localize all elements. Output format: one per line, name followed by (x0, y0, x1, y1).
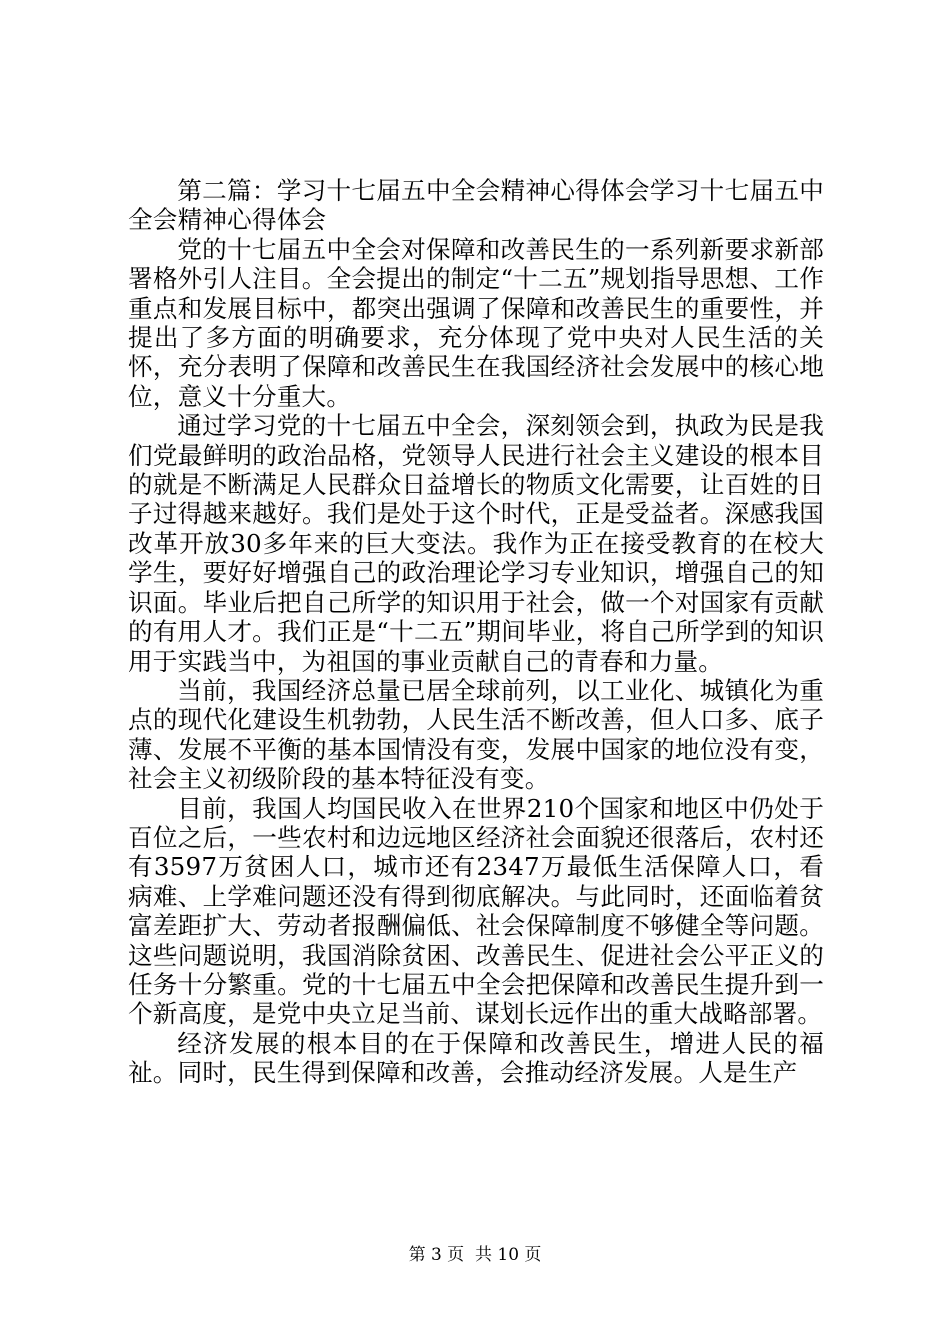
paragraph: 党的十七届五中全会对保障和改善民生的一系列新要求新部署格外引人注目。全会提出的制定“十二五”规划指导思想、工作重点和发展目标中，都突出强调了保障和改善民生的重要性，并提出了多方面的明确要求，充分体现了党中央对人民生活的关怀，充分表明了保障和改善民生在我国经济社会发展中的核心地位，意义十分重大。 (128, 234, 824, 411)
page-number-footer: 第 3 页 共 10 页 (408, 1245, 542, 1265)
section-heading: 第二篇：学习十七届五中全会精神心得体会学习十七届五中全会精神心得体会 (128, 176, 824, 235)
paragraph: 当前，我国经济总量已居全球前列，以工业化、城镇化为重点的现代化建设生机勃勃，人民生活不断改善，但人口多、底子薄、发展不平衡的基本国情没有变，发展中国家的地位没有变，社会主义初级阶段的基本特征没有变。 (128, 675, 824, 794)
paragraph: 目前，我国人均国民收入在世界210个国家和地区中仍处于百位之后，一些农村和边远地区经济社会面貌还很落后，农村还有3597万贫困人口，城市还有2347万最低生活保障人口，看病难、上学难问题还没有得到彻底解决。与此同时，还面临着贫富差距扩大、劳动者报酬偏低、社会保障制度不够健全等问题。这些问题说明，我国消除贫困、改善民生、促进社会公平正义的任务十分繁重。党的十七届五中全会把保障和改善民生提升到一个新高度，是党中央立足当前、谋划长远作出的重大战略部署。 (128, 793, 824, 1029)
document-body (128, 176, 824, 1088)
paragraph: 通过学习党的十七届五中全会，深刻领会到，执政为民是我们党最鲜明的政治品格，党领导人民进行社会主义建设的根本目的就是不断满足人民群众日益增长的物质文化需要，让百姓的日子过得越来越好。我们是处于这个时代，正是受益者。深感我国改革开放30多年来的巨大变法。我作为正在接受教育的在校大学生，要好好增强自己的政治理论学习专业知识，增强自己的知识面。毕业后把自己所学的知识用于社会，做一个对国家有贡献的有用人才。我们正是“十二五”期间毕业，将自己所学到的知识用于实践当中，为祖国的事业贡献自己的青春和力量。 (128, 411, 824, 676)
paragraph: 经济发展的根本目的在于保障和改善民生，增进人民的福祉。同时，民生得到保障和改善，会推动经济发展。人是生产 (128, 1028, 824, 1088)
